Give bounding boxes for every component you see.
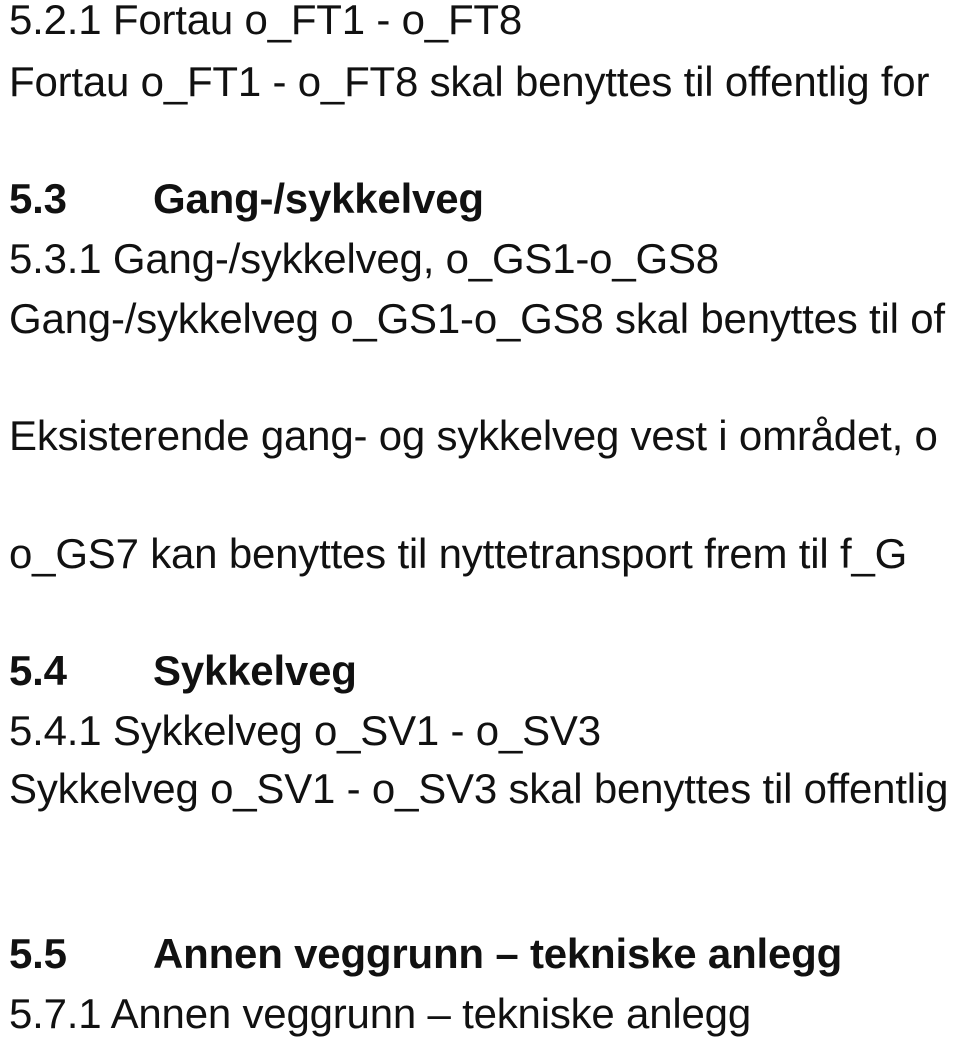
paragraph-o-gs7: o_GS7 kan benyttes til nyttetransport frem til f_G	[9, 530, 908, 577]
subsection-title-5-4-1: 5.4.1 Sykkelveg o_SV1 - o_SV3	[9, 707, 601, 754]
section-title: Sykkelveg	[153, 647, 357, 694]
section-heading-5-4	[9, 647, 357, 695]
section-heading-5-5	[9, 930, 842, 978]
section-number: 5.5	[9, 930, 67, 977]
paragraph-gang-sykkelveg: Gang-/sykkelveg o_GS1-o_GS8 skal benyttes til of	[9, 295, 945, 342]
section-number: 5.4	[9, 647, 67, 694]
paragraph-fortau: Fortau o_FT1 - o_FT8 skal benyttes til offentlig for	[9, 58, 930, 105]
section-number: 5.3	[9, 175, 67, 222]
section-title: Annen veggrunn – tekniske anlegg	[153, 930, 843, 977]
paragraph-sykkelveg: Sykkelveg o_SV1 - o_SV3 skal benyttes til offentlig	[9, 765, 949, 812]
paragraph-eksisterende: Eksisterende gang- og sykkelveg vest i området, o	[9, 412, 938, 459]
subsection-title-5-7-1: 5.7.1 Annen veggrunn – tekniske anlegg	[9, 990, 751, 1037]
subsection-title-5-2-1: 5.2.1 Fortau o_FT1 - o_FT8	[9, 0, 523, 43]
section-title: Gang-/sykkelveg	[153, 175, 484, 222]
subsection-title-5-3-1: 5.3.1 Gang-/sykkelveg, o_GS1-o_GS8	[9, 235, 719, 282]
section-heading-5-3	[9, 175, 484, 223]
